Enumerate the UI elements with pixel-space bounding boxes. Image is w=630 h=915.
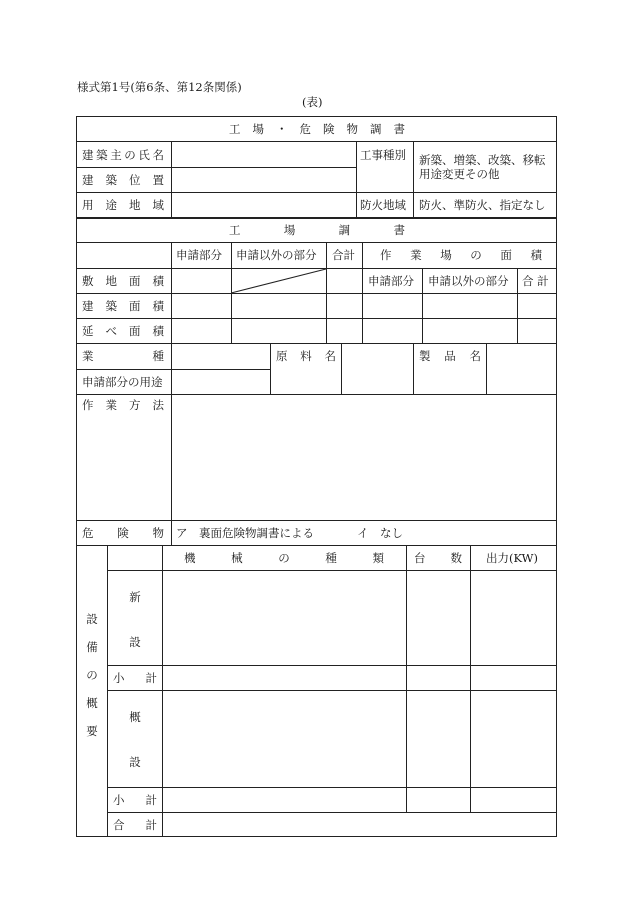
wp-col-other: 申請以外の部分 [428, 274, 509, 288]
work-method-field[interactable] [172, 395, 556, 519]
floor-area-label: 延 べ 面 積 [82, 324, 164, 338]
fire-zone-label: 防火地域 [360, 198, 406, 212]
section1-title: 工 場 ・ 危 険 物 調 書 [229, 122, 405, 136]
work-type-label: 工事種別 [360, 148, 406, 162]
col-other: 申請以外の部分 [236, 248, 317, 262]
use-zone-field[interactable] [172, 193, 355, 216]
rule [162, 545, 163, 837]
equipment-group-label: 設 備 の 概 要 [86, 612, 98, 738]
rule [270, 343, 271, 394]
diagonal-strike [231, 268, 327, 294]
work-type-options-line1[interactable]: 新築、増築、改築、移転 [419, 153, 546, 167]
output-label: 出力(KW) [486, 551, 538, 565]
section2-title: 工 場 調 書 [229, 223, 405, 237]
side-label: (表) [302, 95, 323, 109]
rule [413, 141, 414, 217]
machine-type-label: 機 械 の 種 類 [184, 551, 384, 565]
rule [171, 242, 172, 343]
location-label: 建 築 位 置 [82, 173, 164, 187]
form-number: 様式第1号(第6条、第12条関係) [77, 80, 242, 94]
rule [422, 268, 423, 343]
rule [486, 343, 487, 394]
applied-use-label: 申請部分の用途 [82, 375, 163, 389]
rule [76, 343, 557, 344]
wp-col-total: 合 計 [522, 274, 549, 288]
rule [76, 217, 557, 219]
workplace-area-label: 作 業 場 の 面 積 [380, 248, 542, 262]
rule [107, 787, 557, 788]
col-applied: 申請部分 [176, 248, 222, 262]
rule [362, 242, 363, 343]
rule [517, 268, 518, 343]
rule [406, 545, 407, 812]
fire-zone-options[interactable]: 防火、準防火、指定なし [419, 198, 546, 212]
rule [356, 141, 357, 217]
hazardous-option-a[interactable]: ア 裏面危険物調書による [176, 526, 314, 540]
col-total: 合計 [332, 248, 355, 262]
rule [107, 812, 557, 813]
subtotal2-label: 小 計 [113, 793, 157, 807]
owner-field[interactable] [172, 142, 355, 166]
count-label: 台 数 [414, 551, 462, 565]
raw-material-label: 原 料 名 [276, 349, 336, 363]
rule [76, 242, 557, 243]
product-label: 製 品 名 [419, 349, 481, 363]
use-zone-label: 用 途 地 域 [82, 198, 164, 212]
rule [470, 545, 471, 812]
building-area-label: 建 築 面 積 [82, 299, 164, 313]
wp-col-applied: 申請部分 [368, 274, 414, 288]
industry-label: 業 種 [82, 349, 164, 363]
subtotal-label: 小 計 [113, 671, 157, 685]
rule [341, 343, 342, 394]
rule [107, 690, 557, 691]
rule [76, 520, 557, 521]
rule [76, 369, 271, 370]
total-label: 合 計 [113, 818, 157, 832]
rule [107, 545, 108, 837]
site-area-label: 敷 地 面 積 [82, 274, 164, 288]
work-type-options-line2[interactable]: 用途変更その他 [419, 167, 500, 181]
new-label: 新 設 [129, 590, 141, 649]
work-method-label: 作 業 方 法 [82, 398, 164, 412]
rule [107, 570, 557, 571]
rule [76, 318, 557, 319]
rule [76, 545, 557, 546]
existing-label: 概 設 [129, 710, 141, 769]
rule [171, 343, 172, 394]
location-field[interactable] [172, 168, 355, 191]
rule [171, 520, 172, 545]
hazardous-label: 危 険 物 [82, 526, 164, 540]
hazardous-option-b[interactable]: イ なし [357, 526, 403, 540]
rule [107, 665, 557, 666]
owner-label: 建 築 主 の 氏 名 [82, 148, 164, 162]
rule [413, 343, 414, 394]
